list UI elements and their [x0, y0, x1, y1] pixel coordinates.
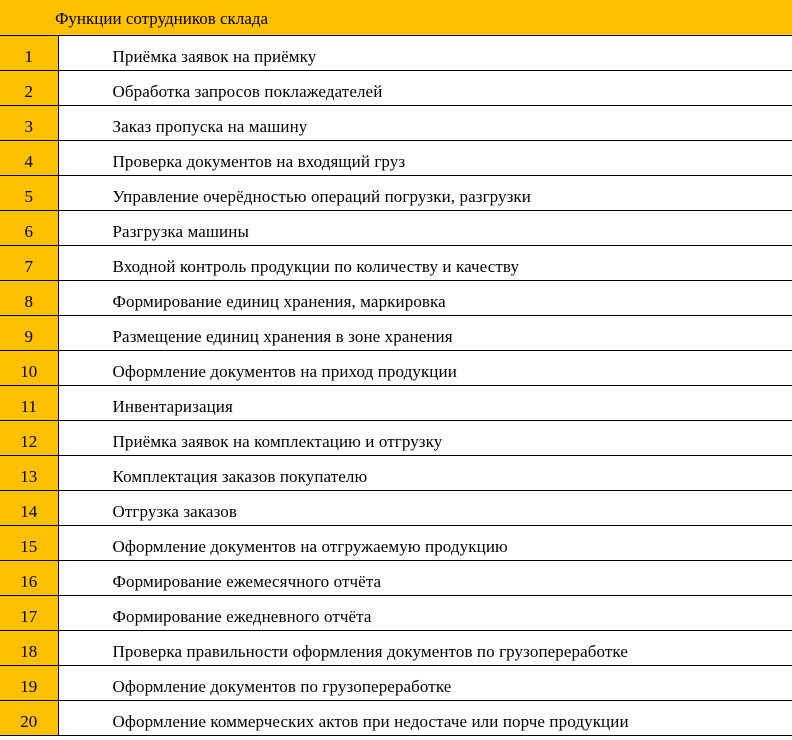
- table-row: [0, 280, 792, 315]
- row-number: 11: [0, 385, 58, 420]
- table-row: [0, 490, 792, 525]
- row-function-text: Оформление документов на отгружаемую продукцию: [58, 525, 792, 560]
- table-row: [0, 630, 792, 665]
- row-function-text: Оформление документов на приход продукции: [58, 350, 792, 385]
- table-row: [0, 665, 792, 700]
- table-row: [0, 595, 792, 630]
- row-number: 19: [0, 665, 58, 700]
- row-function-text: Приёмка заявок на приёмку: [58, 35, 792, 70]
- row-function-text: Проверка документов на входящий груз: [58, 140, 792, 175]
- row-function-text: Оформление коммерческих актов при недостаче или порче продукции: [58, 700, 792, 735]
- table-row: [0, 210, 792, 245]
- table-row: [0, 385, 792, 420]
- row-number: 20: [0, 700, 58, 735]
- row-number: 14: [0, 490, 58, 525]
- row-function-text: Приёмка заявок на комплектацию и отгрузку: [58, 420, 792, 455]
- table-row: [0, 105, 792, 140]
- row-number: 4: [0, 140, 58, 175]
- row-function-text: Инвентаризация: [58, 385, 792, 420]
- row-function-text: Заказ пропуска на машину: [58, 105, 792, 140]
- row-number: 13: [0, 455, 58, 490]
- table-row: [0, 560, 792, 595]
- table-header-row: [0, 0, 792, 35]
- row-number: 6: [0, 210, 58, 245]
- row-function-text: Оформление документов по грузопереработке: [58, 665, 792, 700]
- row-number: 15: [0, 525, 58, 560]
- row-number: 16: [0, 560, 58, 595]
- row-function-text: Управление очерёдностью операций погрузки, разгрузки: [58, 175, 792, 210]
- table-row: [0, 70, 792, 105]
- row-function-text: Проверка правильности оформления документов по грузопереработке: [58, 630, 792, 665]
- row-function-text: Отгрузка заказов: [58, 490, 792, 525]
- row-function-text: Входной контроль продукции по количеству и качеству: [58, 245, 792, 280]
- row-number: 18: [0, 630, 58, 665]
- row-number: 12: [0, 420, 58, 455]
- table-row: [0, 315, 792, 350]
- table-row: [0, 455, 792, 490]
- table-row: [0, 350, 792, 385]
- row-function-text: Формирование ежемесячного отчёта: [58, 560, 792, 595]
- table-header: Функции сотрудников склада: [0, 0, 792, 35]
- row-number: 10: [0, 350, 58, 385]
- row-function-text: Формирование единиц хранения, маркировка: [58, 280, 792, 315]
- row-function-text: Формирование ежедневного отчёта: [58, 595, 792, 630]
- table-row: [0, 525, 792, 560]
- row-function-text: Обработка запросов поклажедателей: [58, 70, 792, 105]
- table-row: [0, 35, 792, 70]
- table-row: [0, 700, 792, 735]
- row-number: 9: [0, 315, 58, 350]
- row-function-text: Комплектация заказов покупателю: [58, 455, 792, 490]
- row-function-text: Разгрузка машины: [58, 210, 792, 245]
- table-row: [0, 140, 792, 175]
- table-row: [0, 175, 792, 210]
- row-number: 1: [0, 35, 58, 70]
- row-number: 8: [0, 280, 58, 315]
- table-row: [0, 420, 792, 455]
- row-number: 5: [0, 175, 58, 210]
- row-number: 3: [0, 105, 58, 140]
- row-function-text: Размещение единиц хранения в зоне хранения: [58, 315, 792, 350]
- row-number: 7: [0, 245, 58, 280]
- row-number: 17: [0, 595, 58, 630]
- table-row: [0, 245, 792, 280]
- row-number: 2: [0, 70, 58, 105]
